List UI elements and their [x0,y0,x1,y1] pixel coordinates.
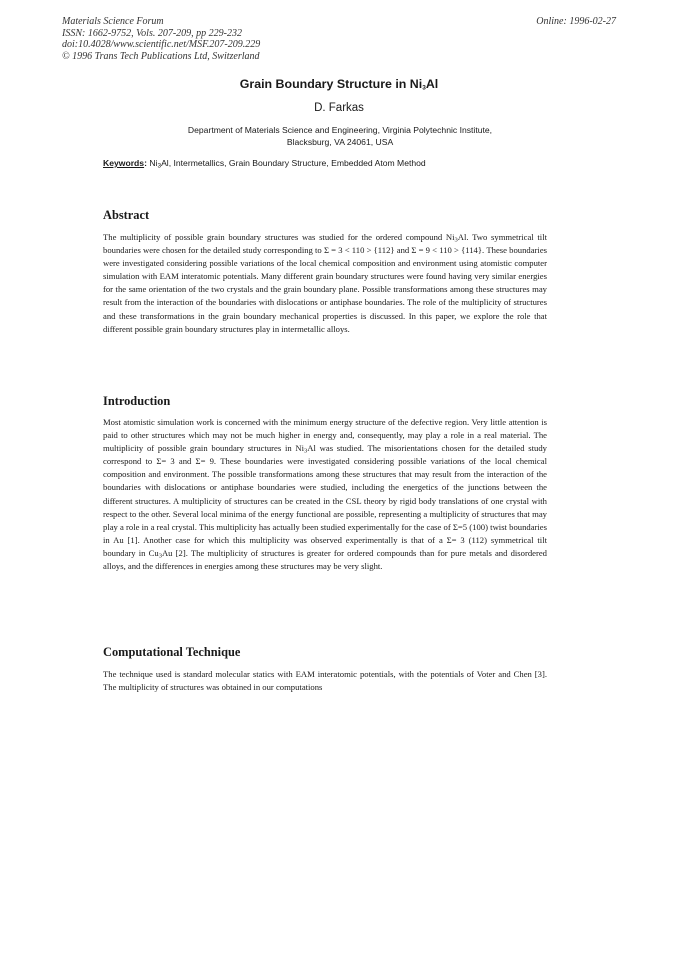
copyright-line: © 1996 Trans Tech Publications Ltd, Switzerland [62,50,260,62]
online-date: Online: 1996-02-27 [536,16,616,27]
title-subscript: 3 [422,84,426,92]
keywords-text: Ni [149,158,158,168]
author-name: D. Farkas [314,102,364,114]
keywords [103,158,573,168]
title-text-end: Al [425,77,439,91]
keywords-label: Keywords [103,158,145,168]
computational-text-1: The technique used is standard molecular statics with EAM interatomic potentials, with the potentials of Voter and Chen [3]. The multiplicity of structures was obtained in our computations [103,669,547,693]
intro-text-1: Most atomistic simulation work is concerned with the minimum energy structure of the defective region. Very little attention is paid to other structures which may not be much higher in energy and, consequently, may play a role in a real material. The multiplicity of possible grain boundary structures in Ni [103,417,547,454]
abstract-subscript: 3 [454,236,458,244]
abstract-heading: Abstract [103,208,150,222]
abstract-text-1: The multiplicity of possible grain boundary structures was studied for the ordered compound Ni [103,232,455,242]
title-text: Grain Boundary Structure in Ni [239,77,423,91]
intro-subscript-2: 3 [158,552,162,560]
issn-line: ISSN: 1662-9752, Vols. 207-209, pp 229-232 [62,27,242,39]
computational-paragraph [103,668,547,694]
introduction-paragraph [103,416,547,573]
keywords-subscript: 3 [157,162,162,170]
intro-text-3: Au [2]. The multiplicity of structures is greater for ordered compounds than for pure metals and disordered alloys, and the differences in energies among these structures may be very slight. [103,547,547,572]
journal-name: Materials Science Forum [62,16,164,27]
affiliation-line-1: Department of Materials Science and Engineering, Virginia Polytechnic Institute, [187,125,493,135]
paper-title [0,77,678,91]
journal-header [62,16,260,62]
keywords-separator: : [144,158,150,168]
intro-subscript-1: 3 [304,447,308,455]
introduction-heading: Introduction [103,394,171,408]
computational-heading: Computational Technique [103,645,241,659]
keywords-text-end: Al, Intermetallics, Grain Boundary Structure, Embedded Atom Method [161,158,426,168]
affiliation-line-2: Blacksburg, VA 24061, USA [286,136,394,147]
intro-text-2: Al was studied. The misorientations chosen for the detailed study correspond to Σ= 3 and Σ= 9. These boundaries were investigated considering possible variations of the local chemical composition and environment. The possible transformations among these structures that may result from the interaction of the boundaries with dislocations or antiphase boundaries were studied, including the energetics of the junctions between the different structures. A multiplicity of structures can be created in the CSL theory by rigid body translations of one crystal with respect to the other. Several local minima of the energy functional are possible, representing a multiplicity of structures that may play a role in a real crystal. This multiplicity has actually been studied experimentally for the case of Σ=5 (100) twist boundaries in Au [1]. Another case for which this multiplicity was observed experimentally is that of a Σ= 3 (112) symmetrical tilt boundary in Cu [103,443,547,558]
affiliation [120,125,560,148]
abstract-text-2: Al. Two symmetrical tilt boundaries were chosen for the detailed study corresponding to Σ = 3 < 110 > {112} and Σ = 9 < 110 > {114}. These boundaries were investigated considering possible variations of the local chemical composition and environment using atomistic computer simulation with EAM interatomic potentials. Many different grain boundary structures were found having very similar energies for the same orientation of the two crystals and the grain boundary plane. Possible transformations among these structures may result from the interaction of the boundaries with dislocations or antiphase boundaries. The role of the multiplicity of structures and these transformations in the grain boundary mechanical properties is discussed. In this paper, we explore the role that different possible grain boundary structures play in intermetallic alloys. [103,232,547,334]
doi-line[interactable]: doi:10.4028/www.scientific.net/MSF.207-209.229 [62,39,261,51]
abstract-paragraph [103,231,547,336]
